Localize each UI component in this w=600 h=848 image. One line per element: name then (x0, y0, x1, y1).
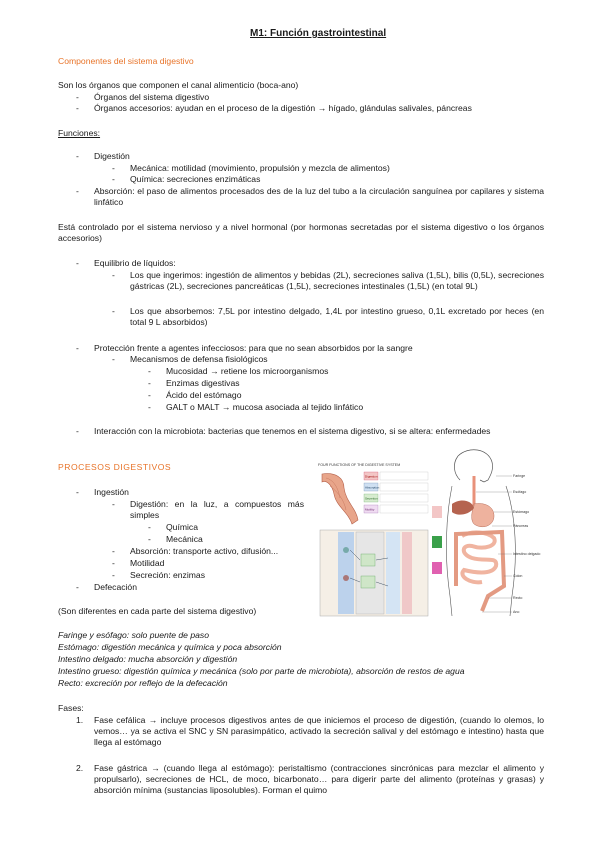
part-pharynx: Faringe y esófago: solo puente de paso (58, 630, 209, 640)
lumen-band (338, 532, 354, 614)
bullet-dash: - (76, 343, 79, 353)
ingestion-item: Ingestión (94, 487, 129, 497)
bullet-dash: - (112, 558, 115, 568)
part-large-intestine: Intestino grueso: digestión química y mecánica (solo por parte de microbiota), absorción de restos de agua (58, 666, 465, 676)
organ-item-2: Órganos accesorios: ayudan en el proceso de la digestión → hígado, glándulas salivales, páncreas (94, 103, 472, 113)
functions-heading: Funciones: (58, 128, 101, 138)
organ-item-1: Órganos del sistema digestivo (94, 92, 210, 102)
defense-item-1: Mucosidad → retiene los microorganismos (166, 366, 329, 376)
color-tab-digestion (432, 506, 442, 518)
bullet-dash: - (76, 426, 79, 436)
bullet-dash: - (112, 546, 115, 556)
defense-item-2: Enzimas digestivas (166, 378, 240, 388)
bullet-dash: - (76, 487, 79, 497)
epithelium-band (356, 532, 384, 614)
bullet-dash: - (76, 92, 79, 102)
blood-band (402, 532, 412, 614)
label-anus: Ano (513, 610, 520, 614)
bullet-dash: - (112, 163, 115, 173)
bullet-dash: - (148, 402, 151, 412)
color-tab-motility (432, 562, 442, 574)
note-text: (Son diferentes en cada parte del sistema digestivo) (58, 606, 257, 616)
control-text: Está controlado por el sistema nervioso y a nivel hormonal (por hormonas secretadas por el sistema digestivo o los órganos accesorios) (58, 222, 544, 243)
svg-text:Secretion: Secretion (365, 496, 378, 501)
digestion-chemical: Química: secreciones enzimáticas (130, 174, 261, 184)
bullet-dash: - (112, 499, 115, 509)
bullet-dash: - (112, 306, 115, 316)
defense-item-3: Ácido del estómago (166, 390, 242, 400)
label-rectum: Recto (513, 596, 523, 600)
section-heading-processes: PROCESOS DIGESTIVOS (58, 462, 172, 472)
section-heading-components: Componentes del sistema digestivo (58, 56, 194, 66)
absorption-item: Absorción: el paso de alimentos procesados des de la luz del tubo a la circulación sanguínea por capilares y sistema linfático (94, 186, 544, 207)
svg-text:Absorption: Absorption (365, 485, 380, 490)
phase-1-text: Fase cefálica → incluye procesos digestivos antes de que iniciemos el proceso de digestión, (cuando lo olemos, lo vemos… ya se activa el SNC y SN parasimpático, activado la secreción salival y del estómago e intestino) hasta que llega al estómago (94, 715, 544, 747)
bullet-dash: - (148, 378, 151, 388)
bullet-dash: - (76, 258, 79, 268)
label-pancreas: Páncreas (513, 524, 529, 528)
phase-2-text: Fase gástrica → (cuando llega al estómago): peristaltismo (contracciones sincrónicas para mezclar el alimento y propulsarlo), secreciones de HCL, de moco, bicarbonato… para digerir parte del alimento (proteínas y grasas) y absorción mínima (sustancias liposolubles). Forman el quimo (94, 763, 544, 795)
label-pharynx: Faringe (513, 474, 526, 478)
phase-number-1: 1. (76, 715, 84, 725)
digestion-item: Digestión (94, 151, 130, 161)
microbiota-item: Interacción con la microbiota: bacterias que tenemos en el sistema digestivo, si se altera: enfermedades (94, 426, 491, 436)
bullet-dash: - (76, 103, 79, 113)
bullet-dash: - (148, 522, 151, 532)
process-motility: Motilidad (130, 558, 165, 568)
molecule (343, 547, 349, 553)
digestive-tract-figure (432, 446, 544, 626)
label-small-intestine: Intestino delgado (513, 552, 541, 556)
part-small-intestine: Intestino delgado: mucha absorción y digestión (58, 654, 238, 664)
defecation-item: Defecación (94, 582, 137, 592)
enzyme-box (361, 554, 375, 566)
digestion2-item: Digestión: en la luz, a compuestos más simples (130, 499, 304, 520)
bullet-dash: - (148, 390, 151, 400)
fluid-absorbed: Los que absorbemos: 7,5L por intestino delgado, 1,4L por intestino grueso, 0,1L excretado por heces (en total 9 L absorbidos) (130, 306, 544, 327)
bullet-dash: - (112, 570, 115, 580)
digestive-functions-figure (316, 458, 431, 618)
protection-item: Protección frente a agentes infecciosos: para que no sean absorbidos por la sangre (94, 343, 413, 353)
figure-header: FOUR FUNCTIONS OF THE DIGESTIVE SYSTEM (318, 463, 401, 467)
part-stomach: Estómago: digestión mecánica y química y poca absorción (58, 642, 282, 652)
label-esophagus: Esófago (513, 490, 527, 494)
bullet-dash: - (76, 151, 79, 161)
label-colon: Colon (513, 574, 523, 578)
page-title: M1: Función gastrointestinal (250, 28, 387, 39)
phases-heading: Fases: (58, 703, 84, 713)
defense-item-4: GALT o MALT → mucosa asociada al tejido linfático (166, 402, 364, 412)
bullet-dash: - (76, 582, 79, 592)
bullet-dash: - (112, 270, 115, 280)
legend-secretion (364, 494, 428, 502)
bullet-dash: - (76, 186, 79, 196)
defense-heading: Mecanismos de defensa fisiológicos (130, 354, 268, 364)
fluid-balance-item: Equilibrio de líquidos: (94, 258, 176, 268)
label-stomach: Estómago (513, 510, 530, 514)
legend-digestion (364, 472, 428, 480)
bullet-dash: - (148, 366, 151, 376)
process-absorption: Absorción: transporte activo, difusión... (130, 546, 279, 556)
svg-text:Digestion: Digestion (365, 474, 378, 479)
intro-text: Son los órganos que componen el canal alimenticio (boca-ano) (58, 80, 299, 90)
legend-absorption (364, 483, 428, 491)
digestion2-chemical: Química (166, 522, 198, 532)
interstitial-band (386, 532, 400, 614)
phase-number-2: 2. (76, 763, 84, 773)
bullet-dash: - (148, 534, 151, 544)
enzyme-box (361, 576, 375, 588)
color-tab-secretion (432, 536, 442, 548)
fluid-ingested: Los que ingerimos: ingestión de alimentos y bebidas (2L), secreciones saliva (1,5L), bilis (0,5L), secreciones gástricas (2L), secreciones pancreáticas (1,5L), secreciones intestinales (1,5L) (en total 9L) (130, 270, 544, 291)
legend-motility (364, 505, 428, 513)
digestion2-mechanical: Mecánica (166, 534, 203, 544)
bullet-dash: - (112, 354, 115, 364)
part-rectum: Recto: excreción por reflejo de la defecación (58, 678, 228, 688)
svg-text:Motility: Motility (365, 507, 375, 512)
digestion-mechanical: Mecánica: motilidad (movimiento, propulsión y mezcla de alimentos) (130, 163, 390, 173)
molecule (343, 575, 349, 581)
bullet-dash: - (112, 174, 115, 184)
process-secretion: Secreción: enzimas (130, 570, 205, 580)
